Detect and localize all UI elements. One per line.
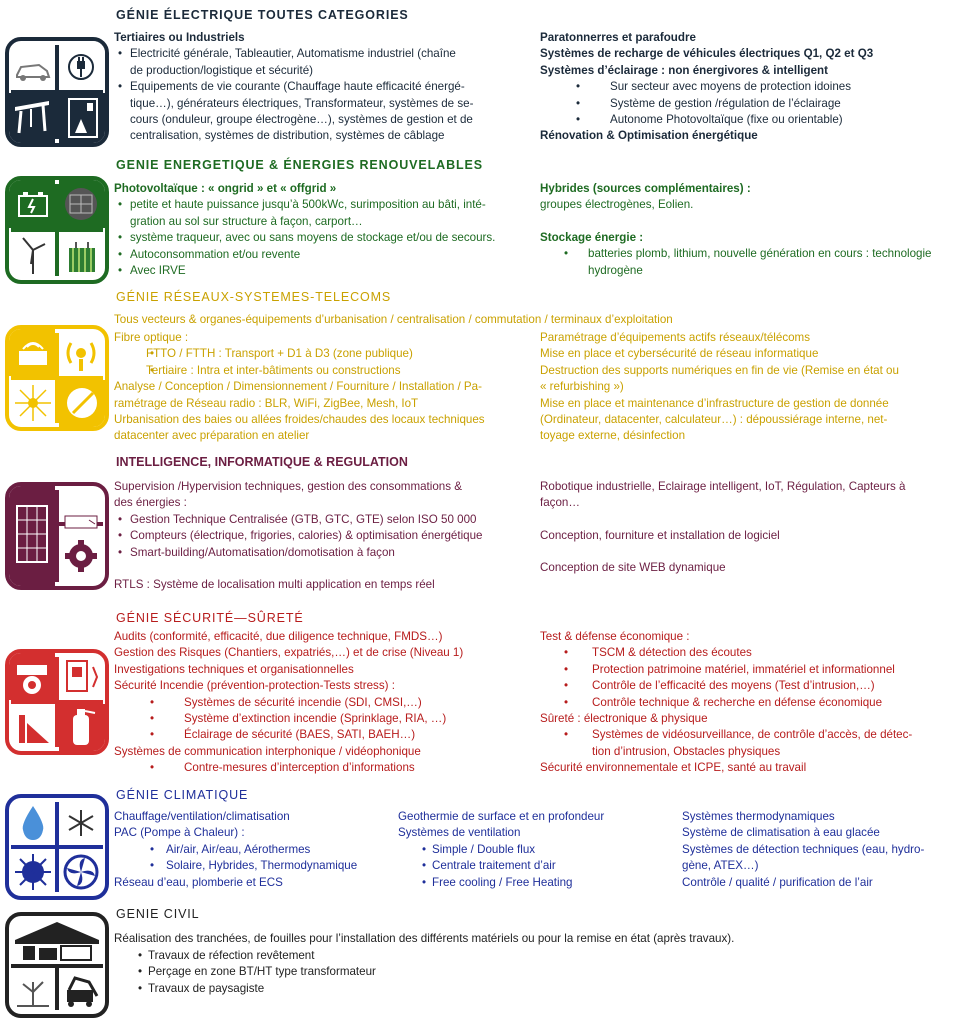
climatique-col2 bbox=[398, 809, 678, 891]
building-icon bbox=[15, 922, 99, 960]
list-item: • système traqueur, avec ou sans moyens de stockage et/ou de secours. bbox=[114, 230, 534, 246]
list-heading: Systèmes de recharge de véhicules électriques Q1, Q2 et Q3 bbox=[540, 47, 874, 61]
informatique-right-column bbox=[540, 479, 960, 577]
list-heading: Tertiaires ou Industriels bbox=[114, 31, 245, 44]
list-text: gène, ATEX…) bbox=[682, 859, 759, 873]
electrique-right-column bbox=[540, 30, 960, 145]
list-item-continuation: tion d’intrusion, Obstacles physiques bbox=[592, 744, 781, 758]
section-intro: Tous vecteurs & organes-équipements d’urbanisation / centralisation / commutation / terminaux d’exploitation bbox=[114, 313, 673, 326]
section-genie-climatique bbox=[0, 786, 966, 902]
list-item-continuation: cours (onduleur, groupe électrogène…), systèmes de gestion et de bbox=[130, 113, 473, 127]
list-text: groupes électrogènes, Eolien. bbox=[540, 198, 694, 212]
list-item-continuation: de production/logistique et sécurité) bbox=[130, 63, 314, 77]
list-item: • Perçage en zone BT/HT type transformateur bbox=[114, 964, 614, 980]
fire-alarm-icon bbox=[67, 661, 97, 691]
list-text: Audits (conformité, efficacité, due diligence technique, FMDS…) bbox=[114, 630, 443, 643]
list-text: datacenter avec préparation en atelier bbox=[114, 429, 310, 443]
list-item: • Simple / Double flux bbox=[398, 842, 678, 858]
list-text: Investigations techniques et organisationnelles bbox=[114, 662, 354, 676]
water-drop-icon bbox=[23, 806, 44, 840]
list-item: • Contrôle de l’efficacité des moyens (Test d’intrusion,…) bbox=[540, 678, 960, 694]
list-text: Contrôle / qualité / purification de l’air bbox=[682, 875, 873, 889]
list-heading: Rénovation & Optimisation énergétique bbox=[540, 129, 758, 143]
list-heading: Fibre optique : bbox=[114, 331, 189, 344]
list-text: Urbanisation des baies ou allées froides/chaudes des locaux techniques bbox=[114, 413, 485, 427]
list-heading: Hybrides (sources complémentaires) : bbox=[540, 182, 751, 195]
section-genie-telecoms bbox=[0, 288, 966, 452]
list-text: Test & défense économique : bbox=[540, 630, 690, 643]
list-item: • Equipements de vie courante (Chauffage haute efficacité énergé- bbox=[114, 79, 524, 95]
snowflake-icon bbox=[69, 810, 93, 836]
fiber-optic-icon bbox=[15, 385, 51, 421]
informatique-icon-tile bbox=[5, 482, 109, 590]
list-text: PAC (Pompe à Chaleur) : bbox=[114, 826, 245, 840]
climatique-icon-tile bbox=[5, 794, 109, 900]
solar-panel-icon bbox=[65, 188, 97, 220]
list-item: • Protection patrimoine matériel, immatériel et informationnel bbox=[540, 662, 960, 678]
informatique-left-column bbox=[114, 479, 534, 593]
list-item: • Travaux de réfection revêtement bbox=[114, 948, 614, 964]
securite-right-column bbox=[540, 629, 960, 777]
list-text: ramétrage de Réseau radio : BLR, WiFi, ZigBee, Mesh, IoT bbox=[114, 396, 419, 410]
list-item: • Electricité générale, Tableautier, Automatisme industriel (chaîne bbox=[114, 46, 524, 62]
list-text: Conception de site WEB dynamique bbox=[540, 561, 726, 575]
fan-icon bbox=[65, 856, 97, 888]
transformer-icon bbox=[69, 242, 95, 272]
list-text: Systèmes de communication interphonique / vidéophonique bbox=[114, 744, 421, 758]
list-item: • Éclairage de sécurité (BAES, SATI, BAEH…) bbox=[114, 727, 534, 743]
energetique-icon-tile bbox=[5, 176, 109, 284]
list-item-continuation: hydrogène bbox=[588, 263, 643, 277]
list-text: RTLS : Système de localisation multi application en temps réel bbox=[114, 578, 435, 592]
list-text: Réseau d’eau, plomberie et ECS bbox=[114, 875, 283, 889]
list-item: • Contrôle technique & recherche en défense économique bbox=[540, 695, 960, 711]
securite-icon-tile bbox=[5, 649, 109, 755]
gear-icon bbox=[65, 540, 97, 572]
car-icon bbox=[17, 65, 49, 81]
list-text: façon… bbox=[540, 496, 580, 510]
list-text: des énergies : bbox=[114, 496, 187, 510]
civil-list bbox=[114, 948, 614, 997]
list-item: • Système de gestion /régulation de l’éclairage bbox=[540, 96, 960, 112]
list-item: • Solaire, Hybrides, Thermodynamique bbox=[114, 858, 394, 874]
sun-icon bbox=[15, 854, 51, 890]
telecoms-right-column bbox=[540, 330, 960, 445]
civil-icon-tile bbox=[5, 912, 109, 1018]
section-genie-civil bbox=[0, 902, 966, 1024]
section-title: GÉNIE SÉCURITÉ—SÛRETÉ bbox=[116, 611, 304, 625]
electrique-icon-tile bbox=[5, 37, 109, 147]
list-item: • FTTO / FTTH : Transport + D1 à D3 (zone publique) bbox=[114, 346, 534, 362]
list-heading: Paratonnerres et parafoudre bbox=[540, 31, 696, 44]
list-item: • Autoconsommation et/ou revente bbox=[114, 247, 534, 263]
list-text: Robotique industrielle, Eclairage intelligent, IoT, Régulation, Capteurs à bbox=[540, 480, 906, 493]
list-item-continuation: gration au sol sur structure à façon, carport… bbox=[130, 214, 363, 228]
list-item: • Compteurs (électrique, frigories, calories) & optimisation énergétique bbox=[114, 528, 534, 544]
section-genie-energetique bbox=[0, 150, 966, 288]
list-item: • Free cooling / Free Heating bbox=[398, 875, 678, 891]
list-text: Systèmes de détection techniques (eau, hydro- bbox=[682, 842, 925, 856]
list-item: • Systèmes de sécurité incendie (SDI, CMSI,…) bbox=[114, 695, 534, 711]
telecoms-icon-tile bbox=[5, 325, 109, 431]
climatique-col3 bbox=[682, 809, 962, 891]
list-text: Sécurité Incendie (prévention-protection-Tests stress) : bbox=[114, 679, 395, 693]
climatique-col1 bbox=[114, 809, 394, 891]
list-item: • Smart-building/Automatisation/domotisation à façon bbox=[114, 545, 534, 561]
wind-turbine-icon bbox=[23, 238, 45, 274]
list-item-continuation: centralisation, systèmes de distribution, systèmes de câblage bbox=[130, 129, 445, 143]
energetique-left-column bbox=[114, 181, 534, 279]
list-text: Analyse / Conception / Dimensionnement / Fourniture / Installation / Pa- bbox=[114, 380, 482, 394]
list-text: Chauffage/ventilation/climatisation bbox=[114, 810, 290, 823]
tree-icon bbox=[17, 982, 49, 1006]
chart-icon bbox=[19, 715, 49, 743]
section-title: INTELLIGENCE, INFORMATIQUE & REGULATION bbox=[116, 455, 408, 469]
electrique-left-column bbox=[114, 30, 524, 145]
list-item: • Systèmes de vidéosurveillance, de contrôle d’accès, de détec- bbox=[540, 727, 960, 743]
list-item: • Tertiaire : Intra et inter-bâtiments ou constructions bbox=[114, 363, 534, 379]
list-text: Mise en place et maintenance d’infrastructure de gestion de donnée bbox=[540, 396, 889, 410]
list-item: • Sur secteur avec moyens de protection idoines bbox=[540, 79, 960, 95]
list-heading: Photovoltaïque : « ongrid » et « offgrid » bbox=[114, 182, 337, 195]
section-intro: Réalisation des tranchées, de fouilles pour l’installation des différents matériels ou pour la remise en état (après travaux). bbox=[114, 932, 735, 945]
energetique-right-column bbox=[540, 181, 960, 279]
list-heading: Systèmes d’éclairage : non énergivores & intelligent bbox=[540, 63, 829, 77]
list-item: • Contre-mesures d’interception d’informations bbox=[114, 760, 534, 776]
section-title: GÉNIE ÉLECTRIQUE TOUTES CATEGORIES bbox=[116, 8, 409, 22]
section-title: GÉNIE RÉSEAUX-SYSTEMES-TELECOMS bbox=[116, 290, 392, 304]
list-item: • Avec IRVE bbox=[114, 263, 534, 279]
list-item: • Autonome Photovoltaïque (fixe ou orientable) bbox=[540, 112, 960, 128]
list-text: « refurbishing ») bbox=[540, 380, 624, 394]
list-item: • TSCM & détection des écoutes bbox=[540, 645, 960, 661]
list-text: Geothermie de surface et en profondeur bbox=[398, 810, 605, 823]
list-text: toyage externe, désinfection bbox=[540, 429, 686, 443]
list-item-continuation: tique…), générateurs électriques, Transformateur, systèmes de se- bbox=[130, 96, 474, 110]
section-genie-electrique bbox=[0, 0, 966, 150]
section-title: GÉNIE CLIMATIQUE bbox=[116, 788, 249, 802]
section-title: GENIE CIVIL bbox=[116, 907, 200, 921]
list-item: • Centrale traitement d’air bbox=[398, 858, 678, 874]
list-text: (Ordinateur, datacenter, calculateur…) : dépoussiérage interne, net- bbox=[540, 413, 888, 427]
satellite-dish-icon bbox=[67, 388, 97, 418]
list-item: • petite et haute puissance jusqu’à 500kWc, surimposition au bâti, inté- bbox=[114, 197, 534, 213]
window-icon bbox=[65, 516, 97, 528]
excavator-icon bbox=[67, 978, 97, 1007]
list-item: • batteries plomb, lithium, nouvelle génération en cours : technologie bbox=[540, 246, 960, 262]
list-item: • Système d’extinction incendie (Sprinklage, RIA, …) bbox=[114, 711, 534, 727]
securite-left-column bbox=[114, 629, 534, 777]
list-item: • Gestion Technique Centralisée (GTB, GTC, GTE) selon ISO 50 000 bbox=[114, 512, 534, 528]
list-text: Destruction des supports numériques en fin de vie (Remise en état ou bbox=[540, 363, 899, 377]
list-text: Systèmes de ventilation bbox=[398, 826, 521, 840]
list-text: Supervision /Hypervision techniques, gestion des consommations & bbox=[114, 480, 462, 493]
list-text: Sécurité environnementale et ICPE, santé au travail bbox=[540, 761, 807, 775]
telecoms-left-column bbox=[114, 330, 534, 445]
section-genie-securite bbox=[0, 600, 966, 786]
list-text: Paramétrage d’équipements actifs réseaux/télécoms bbox=[540, 331, 811, 344]
list-text: Conception, fourniture et installation de logiciel bbox=[540, 528, 780, 542]
list-text: Sûreté : électronique & physique bbox=[540, 712, 708, 726]
list-text: Mise en place et cybersécurité de réseau informatique bbox=[540, 347, 819, 361]
signal-icon bbox=[68, 343, 94, 371]
list-heading: Stockage énergie : bbox=[540, 230, 644, 244]
section-title: GENIE ENERGETIQUE & ÉNERGIES RENOUVELABLES bbox=[116, 158, 484, 172]
list-item: • Air/air, Air/eau, Aérothermes bbox=[114, 842, 394, 858]
list-text: Système de climatisation à eau glacée bbox=[682, 826, 880, 840]
list-item: • Travaux de paysagiste bbox=[114, 981, 614, 997]
list-text: Systèmes thermodynamiques bbox=[682, 810, 835, 823]
section-intelligence-informatique bbox=[0, 452, 966, 600]
list-text: Gestion des Risques (Chantiers, expatriés,…) et de crise (Niveau 1) bbox=[114, 646, 464, 660]
